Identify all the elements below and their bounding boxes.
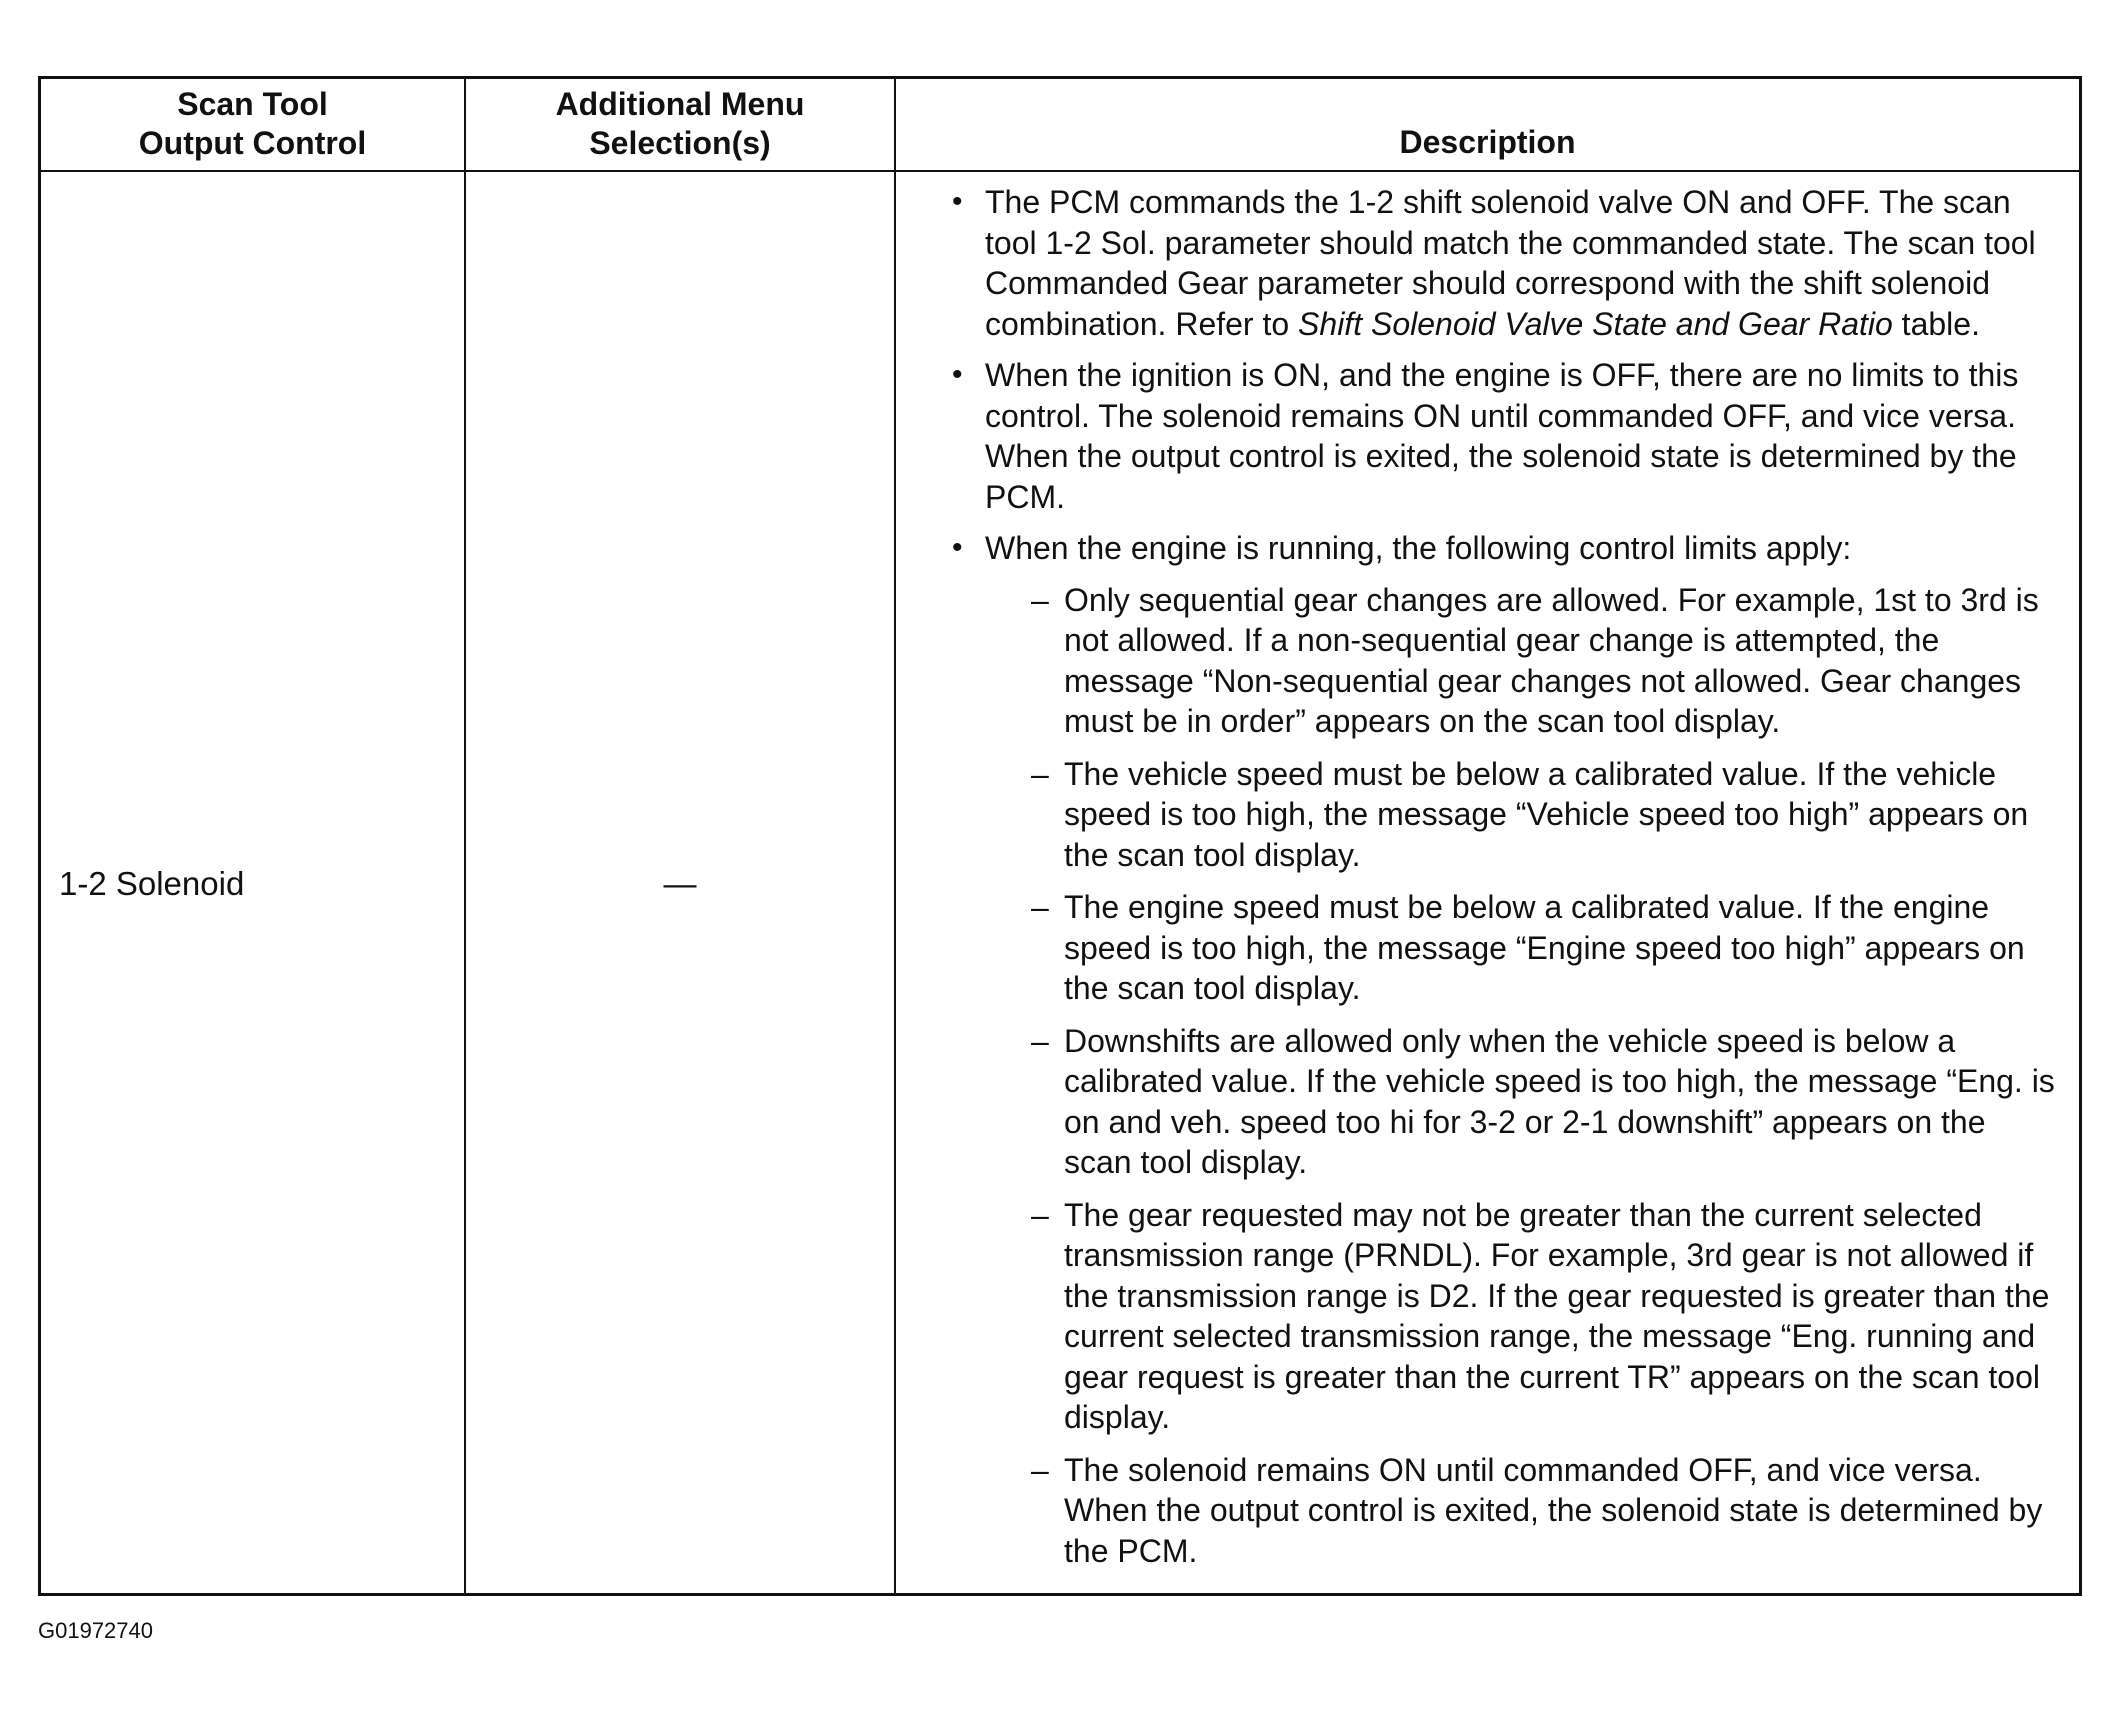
output-control-table [41, 79, 2079, 1596]
header-output-control-line1: Scan Tool [177, 86, 328, 122]
header-output-control-line2: Output Control [138, 125, 367, 161]
limit-item: – The engine speed must be below a calibrated value. If the engine speed is too high, the message “Engine speed too high” appears on the scan tool display. [1031, 887, 2059, 1009]
limit-item: – Only sequential gear changes are allowed. For example, 1st to 3rd is not allowed. If a non-sequential gear change is attempted, the message “Non-sequential gear changes not allowed. Gear changes must be in order” appears on the scan tool display. [1031, 580, 2059, 742]
limit-item: – The gear requested may not be greater than the current selected transmission range (PRNDL). For example, 3rd gear is not allowed if the transmission range is D2. If the gear requested is greater than the current selected transmission range, the message “Eng. running and gear request is greater than the current TR” appears on the scan tool display. [1031, 1195, 2059, 1438]
header-menu-line2: Selection(s) [589, 125, 771, 161]
bullet-text: When the engine is running, the following control limits apply: [985, 530, 1852, 566]
output-control-table-frame [38, 76, 2082, 1596]
bullet-text: When the ignition is ON, and the engine is OFF, there are no limits to this control. The solenoid remains ON until commanded OFF, and vice versa. When the output control is exited, the solenoid state is determined by the PCM. [985, 357, 2019, 515]
table-row [41, 171, 2079, 1596]
description-cell [895, 171, 2079, 1596]
bullet-text: table. [1892, 305, 1980, 342]
menu-selection-cell: — [465, 171, 895, 1596]
header-output-control [41, 79, 465, 171]
header-menu-line1: Additional Menu [555, 86, 805, 122]
limit-item: – Downshifts are allowed only when the vehicle speed is below a calibrated value. If the vehicle speed is too high, the message “Eng. is on and veh. speed too hi for 3-2 or 2-1 downshift” appears on the scan tool display. [1031, 1021, 2059, 1183]
table-header-row [41, 79, 2079, 171]
description-bullet-list [946, 182, 2059, 1571]
limit-item: – The solenoid remains ON until commanded OFF, and vice versa. When the output control is exited, the solenoid state is determined by the PCM. [1031, 1450, 2059, 1572]
header-menu-selection [465, 79, 895, 171]
bullet-item [946, 182, 2059, 344]
bullet-item [946, 528, 2059, 1571]
limit-item: – The vehicle speed must be below a calibrated value. If the vehicle speed is too high, the message “Vehicle speed too high” appears on the scan tool display. [1031, 754, 2059, 876]
header-description: Description [895, 79, 2079, 171]
figure-id: G01972740 [38, 1618, 153, 1643]
table-reference: Shift Solenoid Valve State and Gear Ratio [1298, 305, 1893, 342]
control-limits-list [1031, 580, 2059, 1572]
output-control-cell: 1-2 Solenoid [41, 171, 465, 1596]
bullet-text: The PCM commands the 1-2 shift solenoid valve ON and OFF. The scan tool 1-2 Sol. parameter should match the commanded state. The scan tool Commanded Gear parameter should correspond with the shift solenoid combination. Refer to [985, 184, 2036, 342]
bullet-item [946, 355, 2059, 517]
